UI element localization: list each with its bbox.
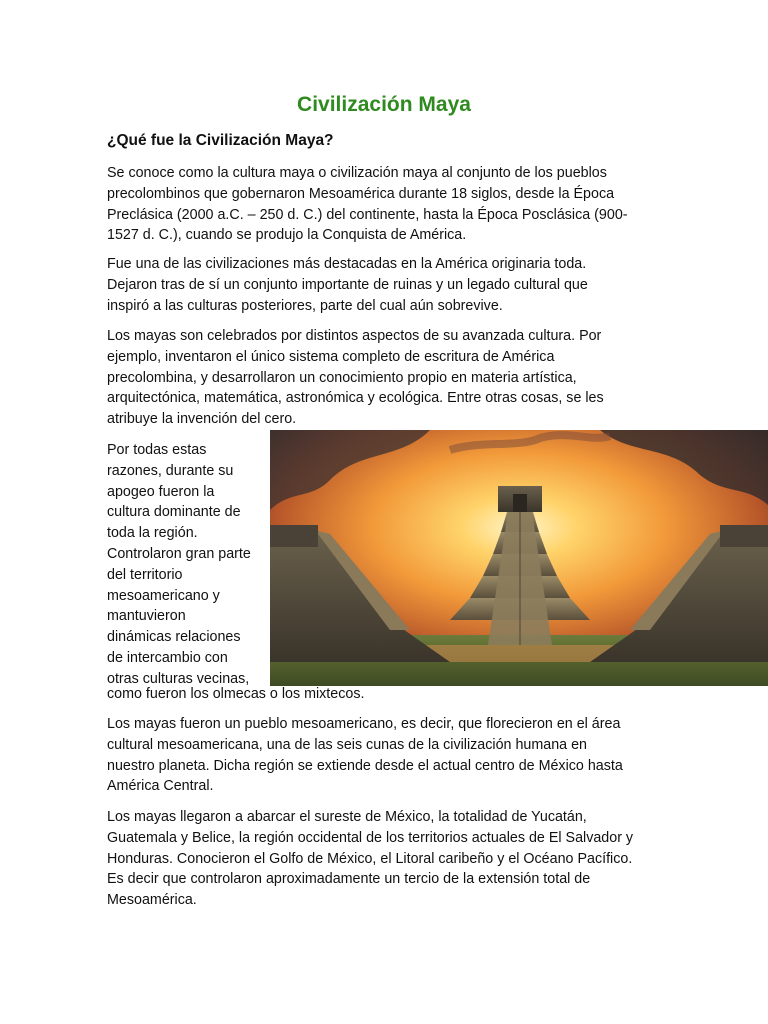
paragraph-mesoamerica: Los mayas fueron un pueblo mesoamericano, es decir, que florecieron en el área cultural mesoamericana, una de las seis cunas de la civilización humana en nuestro planeta. Dicha región se extiende desde el actual centro de México hasta América Central.	[107, 716, 623, 795]
pyramid-photo	[270, 430, 768, 686]
paragraph-intro: Se conoce como la cultura maya o civilización maya al conjunto de los pueblos precolombinos que gobernaron Mesoamérica durante 18 siglos, desde la Época Preclásica (2000 a.C. – 250 d. C.) del continente, hasta la Época Posclásica (900- 1527 d. C.), cuando se produjo la Conquista de América.	[107, 165, 628, 244]
paragraph-legacy: Fue una de las civilizaciones más destacadas en la América originaria toda. Dejaron tras de sí un conjunto importante de ruinas y un legado cultural que inspiró a las culturas posteriores, parte del cual aún sobrevive.	[107, 256, 588, 314]
paragraph-dominance: Por todas estas razones, durante su apogeo fueron la cultura dominante de toda la región. Controlaron gran parte del territorio mesoamericano y mantuvieron dinámicas relaciones de intercambio con otras culturas vecinas,	[107, 442, 251, 687]
section-heading: ¿Qué fue la Civilización Maya?	[107, 132, 334, 149]
paragraph-culture: Los mayas son celebrados por distintos aspectos de su avanzada cultura. Por ejemplo, inventaron el único sistema completo de escritura de América precolombina, y desarrollaron un conocimiento propio en materia artística, arquitectónica, matemática, astronómica y ecológica. Entre otras cosas, se les atribuye la invención del cero.	[107, 328, 604, 428]
paragraph-territory: Los mayas llegaron a abarcar el sureste de México, la totalidad de Yucatán, Guatemala y Belice, la región occidental de los territorios actuales de El Salvador y Honduras. Conocieron el Golfo de México, el Litoral caribeño y el Océano Pacífico. Es decir que controlaron aproximadamente un tercio de la extensión total de Mesoamérica.	[107, 809, 634, 909]
paragraph-dominance-continuation: como fueron los olmecas o los mixtecos.	[107, 686, 365, 702]
page-title: Civilización Maya	[297, 93, 471, 116]
